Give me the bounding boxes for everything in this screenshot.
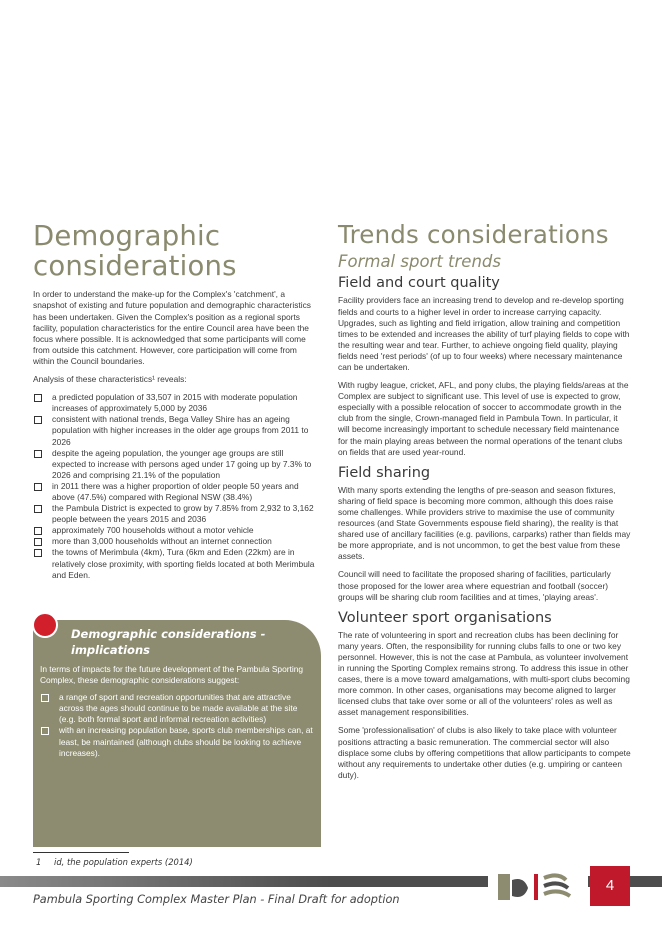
paragraph: Some 'professionalisation' of clubs is also likely to take place with volunteer positions attracting a basic remuneration. The commercial sector will also displace some clubs by offering competitions that allow participants to compete without any requirements to undertake other duties (e.g. umpiring or canteen duty).	[338, 725, 631, 780]
list-item: despite the ageing population, the younger age groups are still expected to increase with persons aged under 17 going up by 7.3% to 2026 and comprising 21.1% of the population	[33, 448, 317, 481]
trends-subtitle: Formal sport trends	[338, 252, 501, 272]
callout-title: Demographic considerations - implications	[71, 627, 266, 657]
footnote-number: 1	[36, 857, 42, 867]
checkbox-icon	[41, 727, 49, 735]
complex-logo-icon	[488, 866, 588, 906]
checkbox-icon	[41, 694, 49, 702]
checkbox-icon	[34, 450, 42, 458]
list-item: in 2011 there was a higher proportion of older people 50 years and above (47.5%) compared with Regional NSW (38.4%)	[33, 481, 317, 503]
footnote-rule	[33, 852, 129, 853]
trends-column	[338, 222, 631, 788]
list-item: a range of sport and recreation opportunities that are attractive across the ages should continue to be made available at the site (e.g. both formal sport and informal recreation activities)	[40, 692, 315, 725]
list-item: consistent with national trends, Bega Valley Shire has an ageing population with higher increases in the older age groups from 2011 to 2026	[33, 414, 317, 447]
footer-band-fade	[0, 876, 330, 887]
list-item: the towns of Merimbula (4km), Tura (6km and Eden (22km) are in relatively close proximity, with sporting fields located at both Merimbula and Eden.	[33, 547, 317, 580]
section-heading-field-quality: Field and court quality	[338, 275, 500, 292]
demographic-heading: Demographic considerations	[33, 220, 237, 282]
paragraph: With many sports extending the lengths of pre-season and season fixtures, sharing of field space is becoming more common, although this does raise some challenges. While providers strive to maximise the use of community resources (and State Governments espouse field sharing), the reality is that shared use of ancillary facilities (e.g. pavilions, carparks) rather than fields may be more appropriate, and is not uncommon, to get the best value from these assets.	[338, 484, 631, 562]
red-dot-icon	[32, 612, 58, 638]
trends-heading: Trends considerations	[338, 220, 609, 249]
checkbox-icon	[34, 505, 42, 513]
checkbox-icon	[34, 549, 42, 557]
callout-list	[40, 692, 315, 759]
section-heading-volunteer: Volunteer sport organisations	[338, 609, 552, 626]
checkbox-icon	[34, 538, 42, 546]
paragraph: The rate of volunteering in sport and recreation clubs has been declining for many years. Often, the responsibility for running clubs falls to one or two key personnel. However, this is not the case at Pambula, as volunteer involvement in running the Sporting Complex remains strong. To address this issue in other cases, there is a move toward amalgamations, with multi-sport clubs becoming more common. In other cases, organisations may become aligned to larger licensed clubs that take over some or all of the volunteers' roles as well as asset management responsibilities.	[338, 629, 630, 718]
checkbox-icon	[34, 483, 42, 491]
paragraph: With rugby league, cricket, AFL, and pony clubs, the playing fields/areas at the Complex are subject to significant use. This level of use is expected to grow, especially with a possible relocation of soccer to accommodate growth in the club from the single, Crown-managed field in Pambula Town. In particular, it will become increasingly important to schedule necessary field maintenance for the main playing areas between the normal operations of the tenant clubs on fields that are used year-round.	[338, 380, 629, 457]
checkbox-icon	[34, 416, 42, 424]
callout-body	[40, 664, 315, 759]
implications-callout	[33, 620, 321, 847]
demographic-list	[33, 392, 317, 581]
analysis-lead: Analysis of these characteristics¹ reveals:	[33, 374, 187, 385]
footnote	[36, 857, 193, 867]
demographic-intro: In order to understand the make-up for the Complex's 'catchment', a snapshot of existing and future population and demographic characteristics has been undertaken. Given the Complex's position as a regional sports facility, population characteristics for the entire Council area have been the focus where possible. It is acknowledged that some participants will come from outside this catchment. However, core participation will come from within the Council boundaries.	[33, 289, 311, 366]
callout-lead: In terms of impacts for the future development of the Pambula Sporting Complex, these demographic considerations suggest:	[40, 664, 304, 686]
list-item: more than 3,000 households without an internet connection	[33, 536, 317, 547]
list-item: a predicted population of 33,507 in 2015 with moderate population increases of approximately 5,000 by 2036	[33, 392, 317, 414]
footnote-text: id, the population experts (2014)	[54, 857, 193, 867]
list-item: with an increasing population base, sports club memberships can, at least, be maintained (although clubs should be looking to achieve increases).	[40, 725, 315, 758]
page-number: 4	[590, 866, 630, 906]
paragraph: Council will need to facilitate the proposed sharing of facilities, particularly those proposed for the lower area where equestrian and football (soccer) groups will be sharing club room facilities and at times, 'playing areas'.	[338, 569, 611, 602]
checkbox-icon	[34, 527, 42, 535]
checkbox-icon	[34, 394, 42, 402]
section-heading-field-sharing: Field sharing	[338, 464, 431, 481]
footer-title: Pambula Sporting Complex Master Plan - Final Draft for adoption	[33, 893, 400, 906]
paragraph: Facility providers face an increasing trend to develop and re-develop sporting fields and courts to a higher level in order to increase carrying capacity. Upgrades, such as lighting and field irrigation, allow training and competition times to be extended and increases the ability of turf playing fields to cope with the resulting wear and tear. Further, to achieve ongoing field quality, playing fields need 'rest periods' (of up to four weeks) where necessary maintenance can be undertaken.	[338, 295, 630, 373]
list-item: the Pambula District is expected to grow by 7.85% from 2,932 to 3,162 people between the years 2015 and 2036	[33, 503, 317, 525]
list-item: approximately 700 households without a motor vehicle	[33, 525, 317, 536]
demographic-column	[33, 222, 317, 581]
